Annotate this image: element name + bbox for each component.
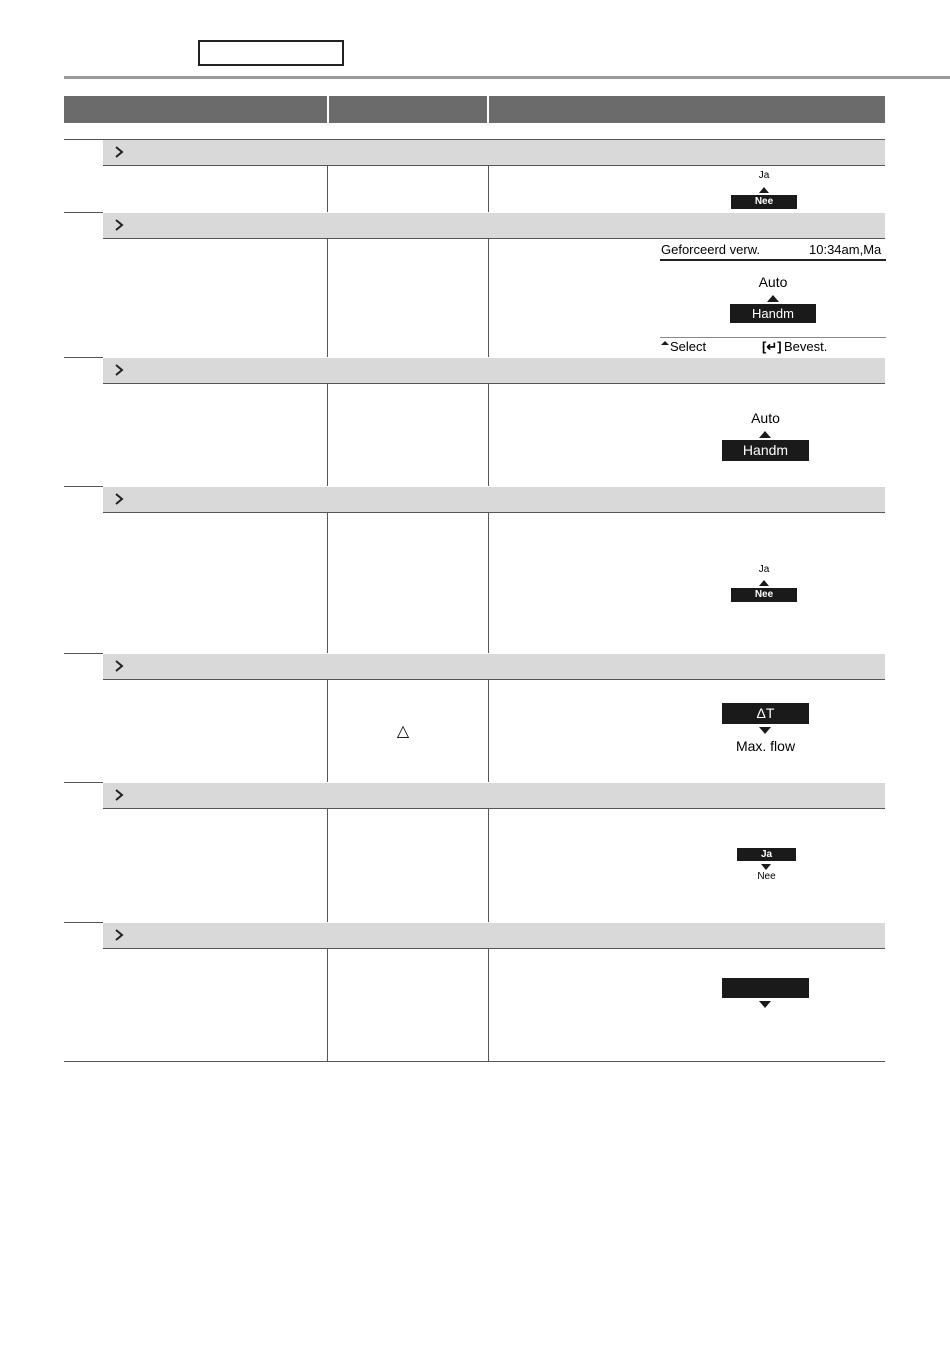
chevron-right-icon — [113, 217, 125, 233]
section-bar-bottom — [103, 165, 885, 166]
column-rule — [327, 166, 328, 212]
section-bar-3[interactable] — [103, 358, 885, 383]
option-picker[interactable] — [722, 978, 809, 1010]
section-bar-bottom — [103, 948, 885, 949]
section-bar-2[interactable] — [103, 213, 885, 238]
table-header-col-2 — [329, 96, 487, 123]
section-bar-7[interactable] — [103, 923, 885, 948]
arrow-down-icon — [761, 864, 771, 870]
option-picker[interactable] — [722, 703, 809, 755]
screen-status-title: Geforceerd verw. — [661, 242, 760, 257]
section-separator — [64, 653, 103, 654]
section-bar-5[interactable] — [103, 654, 885, 679]
chevron-right-icon — [113, 144, 125, 160]
chevron-right-icon — [113, 362, 125, 378]
header-rule — [64, 76, 950, 79]
table-header-col-1 — [64, 96, 327, 123]
section-separator — [64, 922, 103, 923]
section-separator — [64, 212, 103, 213]
arrow-down-icon — [759, 727, 771, 734]
section-bar-bottom — [103, 383, 885, 384]
triangle-icon: △ — [396, 723, 410, 740]
column-rule — [488, 513, 489, 653]
option-picker[interactable] — [722, 410, 809, 462]
option-unselected: Ja — [758, 170, 770, 181]
column-rule — [488, 949, 489, 1061]
column-rule — [327, 809, 328, 922]
screen-footer-rule — [660, 337, 886, 338]
arrow-up-icon — [759, 431, 771, 438]
arrow-up-icon — [759, 580, 769, 586]
column-rule — [488, 809, 489, 922]
screen-status-time: 10:34am,Ma — [809, 242, 882, 257]
table-bottom-rule — [64, 1061, 885, 1062]
option-selected — [722, 978, 809, 998]
column-rule — [488, 239, 489, 357]
section-bar-4[interactable] — [103, 487, 885, 512]
section-bar-1[interactable] — [103, 140, 885, 165]
chevron-right-icon — [113, 927, 125, 943]
option-selected: Nee — [731, 195, 797, 209]
option-unselected: Nee — [757, 871, 776, 882]
section-separator — [64, 486, 103, 487]
column-rule — [327, 384, 328, 486]
column-rule — [488, 166, 489, 212]
arrow-up-icon — [767, 295, 779, 302]
arrow-up-icon — [759, 187, 769, 193]
screen-status-rule — [660, 259, 886, 261]
section-bar-bottom — [103, 808, 885, 809]
column-rule — [488, 384, 489, 486]
column-rule — [488, 680, 489, 782]
screen-footer-select: Select — [670, 339, 707, 354]
table-header-col-3 — [489, 96, 885, 123]
chevron-right-icon — [113, 787, 125, 803]
option-selected: Ja — [737, 848, 796, 861]
section-separator — [64, 357, 103, 358]
option-unselected: Auto — [758, 274, 788, 290]
column-rule — [327, 949, 328, 1061]
option-unselected: Max. flow — [735, 738, 796, 754]
column-rule — [327, 239, 328, 357]
screen-footer-confirm: Bevest. — [784, 339, 828, 354]
option-picker[interactable] — [737, 848, 796, 884]
arrow-up-icon — [661, 341, 669, 345]
option-picker[interactable] — [731, 564, 797, 604]
section-bar-6[interactable] — [103, 783, 885, 808]
section-separator — [64, 782, 103, 783]
option-picker[interactable] — [731, 170, 797, 210]
column-rule — [327, 680, 328, 782]
column-rule — [327, 513, 328, 653]
option-selected: Nee — [731, 588, 797, 602]
enter-key-icon: [↵] — [762, 339, 782, 354]
controller-screen — [660, 239, 886, 357]
option-selected[interactable]: Handm — [730, 304, 816, 323]
option-selected: ΔT — [722, 703, 809, 724]
header-label-box — [198, 40, 344, 66]
option-unselected: Auto — [751, 410, 780, 426]
option-unselected: Ja — [758, 564, 770, 575]
chevron-right-icon — [113, 658, 125, 674]
arrow-down-icon — [759, 1001, 771, 1008]
section-bar-bottom — [103, 512, 885, 513]
option-selected: Handm — [722, 440, 809, 461]
section-bar-bottom — [103, 679, 885, 680]
chevron-right-icon — [113, 491, 125, 507]
